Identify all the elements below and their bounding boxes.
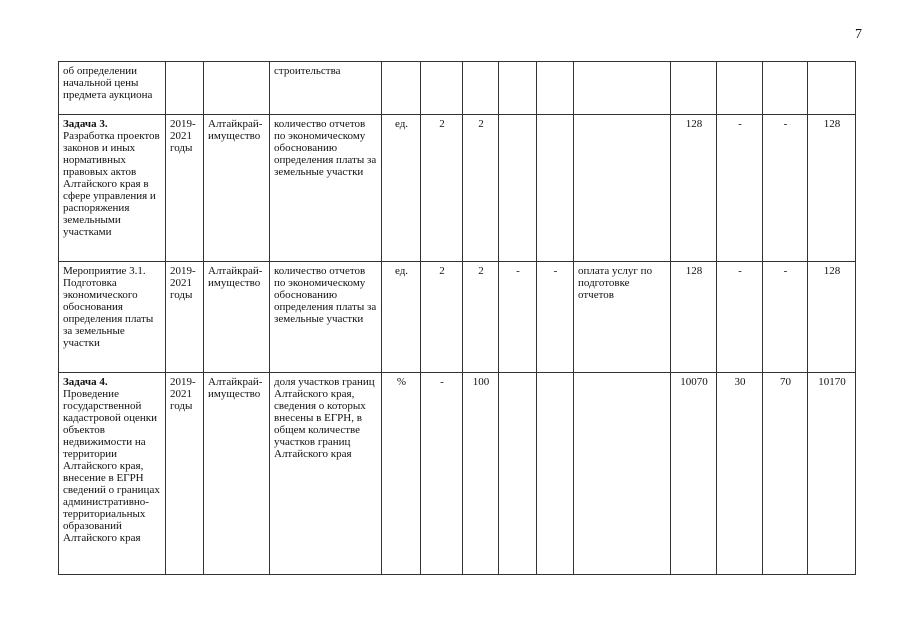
value-cell: 100 [463,373,499,575]
value-cell [537,115,574,262]
indicator-cell: доля участков границ Алтайского края, сведения о которых внесены в ЕГРН, в общем количестве участков границ Алтайского края [270,373,382,575]
finance-cell: 128 [671,115,717,262]
finance-cell: - [763,115,808,262]
task-text: Разработка проектов законов и иных нормативных правовых актов Алтайского края в сфере управления и распоряжения земельными участками [63,130,160,238]
table-row [59,62,856,115]
finance-cell: 128 [808,262,856,373]
task-cell [59,373,166,575]
task-text: об определении начальной цены предмета аукциона [63,65,153,101]
activity-cell [574,373,671,575]
unit-cell: % [382,373,421,575]
finance-cell: 128 [808,115,856,262]
task-text: Мероприятие 3.1. Подготовка экономического обоснования определения платы за земельные участки [63,265,154,349]
finance-cell: 10170 [808,373,856,575]
indicator-cell: количество отчетов по экономическому обоснованию определения платы за земельные участки [270,115,382,262]
program-table [58,61,856,575]
period-cell: 2019-2021 годы [166,115,204,262]
task-title: Задача 4. [63,376,108,388]
indicator-cell: строительства [270,62,382,115]
activity-cell: оплата услуг по подготовке отчетов [574,262,671,373]
finance-cell: - [717,262,763,373]
period-cell: 2019-2021 годы [166,262,204,373]
value-cell: 2 [421,262,463,373]
value-cell: - [421,373,463,575]
unit-cell: ед. [382,262,421,373]
value-cell [499,115,537,262]
finance-cell: - [763,262,808,373]
finance-cell: 10070 [671,373,717,575]
finance-cell: 128 [671,262,717,373]
unit-cell: ед. [382,115,421,262]
activity-cell [574,115,671,262]
value-cell [537,373,574,575]
value-cell: - [537,262,574,373]
task-cell [59,115,166,262]
value-cell: 2 [463,115,499,262]
finance-cell: 30 [717,373,763,575]
executor-cell: Алтайкрай-имущество [204,115,270,262]
finance-cell: - [717,115,763,262]
table-row [59,373,856,575]
executor-cell: Алтайкрай-имущество [204,262,270,373]
task-text: Проведение государственной кадастровой оценки объектов недвижимости на территории Алтайского края, внесение в ЕГРН сведений о границах административно-территориальных образований Алтайского края [63,388,160,544]
page-number: 7 [855,27,862,42]
value-cell: 2 [463,262,499,373]
executor-cell: Алтайкрай-имущество [204,373,270,575]
task-cell [59,62,166,115]
task-title: Задача 3. [63,118,108,130]
value-cell: - [499,262,537,373]
value-cell: 2 [421,115,463,262]
finance-cell: 70 [763,373,808,575]
table-row [59,262,856,373]
table-row [59,115,856,262]
indicator-cell: количество отчетов по экономическому обоснованию определения платы за земельные участки [270,262,382,373]
value-cell [499,373,537,575]
period-cell: 2019-2021 годы [166,373,204,575]
task-cell [59,262,166,373]
